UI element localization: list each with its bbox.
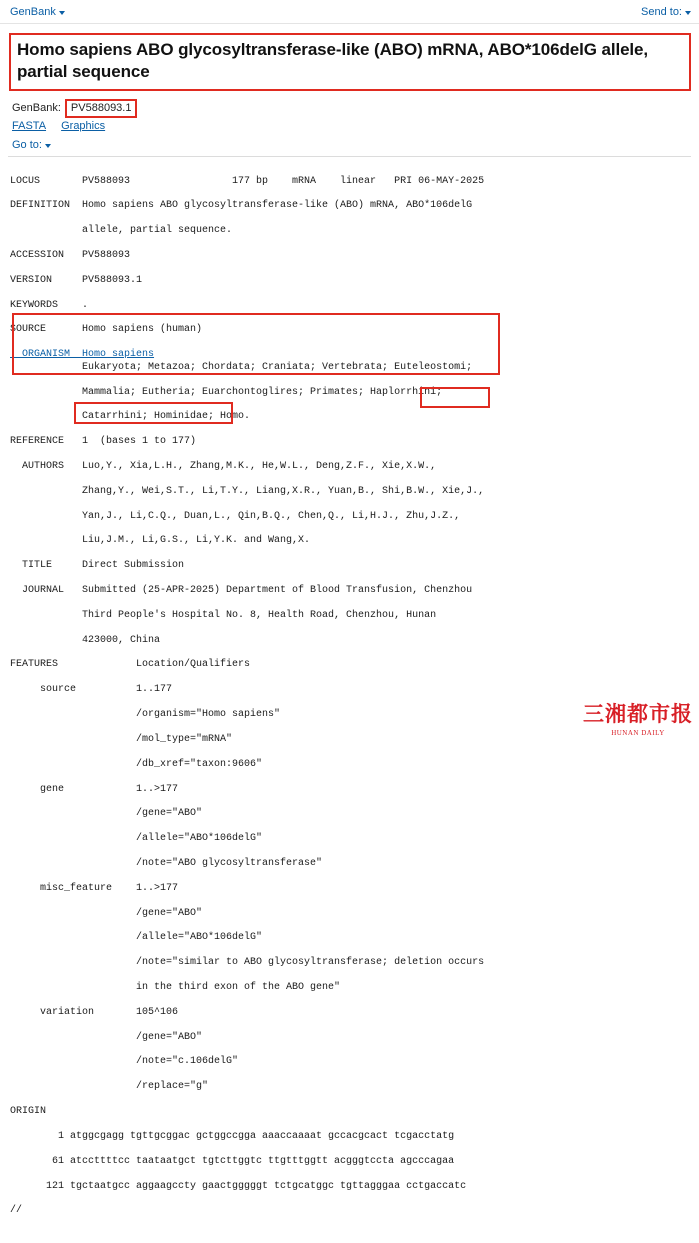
database-selector-label: GenBank (10, 6, 56, 18)
record-line-lineage-3: Catarrhini; Hominidae; Homo. (10, 411, 251, 423)
go-to-label: Go to: (12, 139, 42, 152)
send-to-label: Send to: (641, 6, 682, 18)
graphics-link[interactable]: Graphics (61, 120, 106, 133)
record-line-features: FEATURES Location/Qualifiers (10, 659, 251, 671)
record-line-definition-1: DEFINITION Homo sapiens ABO glycosyltransferase-like (ABO) mRNA, ABO*106delG (10, 200, 473, 212)
record-line-variation-q2: /note="c.106delG" (10, 1056, 239, 1068)
send-to-menu[interactable] (641, 6, 691, 18)
accession-line (12, 99, 699, 117)
record-line-authors-2: Zhang,Y., Wei,S.T., Li,T.Y., Liang,X.R., Yuan,B., Shi,B.W., Xie,J., (10, 485, 485, 497)
record-line-misc-q1: /gene="ABO" (10, 907, 203, 919)
record-line-journal-2: Third People's Hospital No. 8, Health Road, Chenzhou, Hunan (10, 609, 437, 621)
chevron-down-icon (685, 11, 691, 15)
top-bar (0, 0, 699, 24)
record-line-lineage-2: Mammalia; Eutheria; Euarchontoglires; Primates; Haplorrhini; (10, 386, 443, 398)
record-line-authors-3: Yan,J., Li,C.Q., Duan,L., Qin,B.Q., Chen,Q., Li,H.J., Zhu,J.Z., (10, 510, 461, 522)
format-links (12, 120, 699, 132)
record-line-keywords: KEYWORDS . (10, 299, 89, 311)
record-line-sequence-2: 61 atccttttcc taataatgct tgtcttggtc ttgtttggtt acgggtcctа agcccagaa (10, 1155, 455, 1167)
record-line-variation-feature: variation 105^106 (10, 1006, 179, 1018)
divider (8, 156, 691, 157)
record-line-variation-q3: /replace="g" (10, 1081, 209, 1093)
record-line-title: TITLE Direct Submission (10, 560, 185, 572)
record-line-variation-q1: /gene="ABO" (10, 1031, 203, 1043)
record-line-sequence-3: 121 tgctaatgcc aggaagccty gaactgggggt tctgcatggc tgttagggaa cctgaccatc (10, 1180, 467, 1192)
accession-label: GenBank: (12, 102, 61, 115)
record-line-authors-4: Liu,J.M., Li,G.S., Li,Y.K. and Wang,X. (10, 535, 311, 547)
chevron-down-icon (45, 144, 51, 148)
record-line-journal-1: JOURNAL Submitted (25-APR-2025) Department of Blood Transfusion, Chenzhou (10, 585, 473, 596)
record-line-accession: ACCESSION PV588093 (10, 250, 131, 262)
record-line-misc-q4: in the third exon of the ABO gene" (10, 982, 341, 993)
record-line-origin: ORIGIN (10, 1106, 47, 1118)
record-line-source: SOURCE Homo sapiens (human) (10, 324, 203, 336)
watermark-text: 三湘都市报 (583, 702, 693, 726)
record-line-definition-2: allele, partial sequence. (10, 225, 233, 237)
title-annotation-box (9, 33, 691, 91)
record-line-gene-q3: /note="ABO glycosyltransferase" (10, 857, 323, 869)
fasta-link[interactable]: FASTA (12, 120, 47, 133)
record-line-sequence-1: 1 atggcgagg tgttgcggac gctggccgga aaaccaaaat gccacgcact tcgacctatg (10, 1130, 455, 1142)
record-line-reference: REFERENCE 1 (bases 1 to 177) (10, 436, 197, 448)
organism-link[interactable]: ORGANISM Homo sapiens (10, 349, 155, 361)
watermark (583, 698, 693, 737)
record-line-end: // (10, 1205, 23, 1217)
record-line-source-q1: /organism="Homo sapiens" (10, 709, 281, 721)
record-line-locus: LOCUS PV588093 177 bp mRNA linear PRI 06-MAY-2025 (10, 175, 485, 187)
database-selector[interactable] (10, 6, 65, 18)
page-title: Homo sapiens ABO glycosyltransferase-like (ABO) mRNA, ABO*106delG allele, partial sequence (17, 40, 649, 82)
record-line-misc-q3: /note="similar to ABO glycosyltransferase; deletion occurs (10, 957, 485, 969)
chevron-down-icon (59, 11, 65, 15)
record-line-source-feature: source 1..177 (10, 684, 173, 696)
record-line-authors-1: AUTHORS Luo,Y., Xia,L.H., Zhang,M.K., He,W.L., Deng,Z.F., Xie,X.W., (10, 460, 437, 472)
record-line-source-q3: /db_xref="taxon:9606" (10, 758, 263, 770)
record-line-version: VERSION PV588093.1 (10, 274, 143, 286)
record-line-lineage-1: Eukaryota; Metazoa; Chordata; Craniata; Vertebrata; Euteleostomi; (10, 361, 473, 373)
go-to-menu[interactable] (12, 139, 699, 151)
accession-value: PV588093.1 (65, 99, 138, 118)
record-line-misc-q2: /allele="ABO*106delG" (10, 932, 263, 944)
record-line-gene-q1: /gene="ABO" (10, 808, 203, 820)
record-line-misc-feature: misc_feature 1..>177 (10, 882, 179, 894)
record-line-journal-3: 423000, China (10, 634, 161, 646)
record-line-source-q2: /mol_type="mRNA" (10, 733, 233, 745)
watermark-subtext: HUNAN DAILY (611, 729, 665, 737)
record-line-gene-feature: gene 1..>177 (10, 783, 179, 795)
record-line-gene-q2: /allele="ABO*106delG" (10, 833, 263, 845)
